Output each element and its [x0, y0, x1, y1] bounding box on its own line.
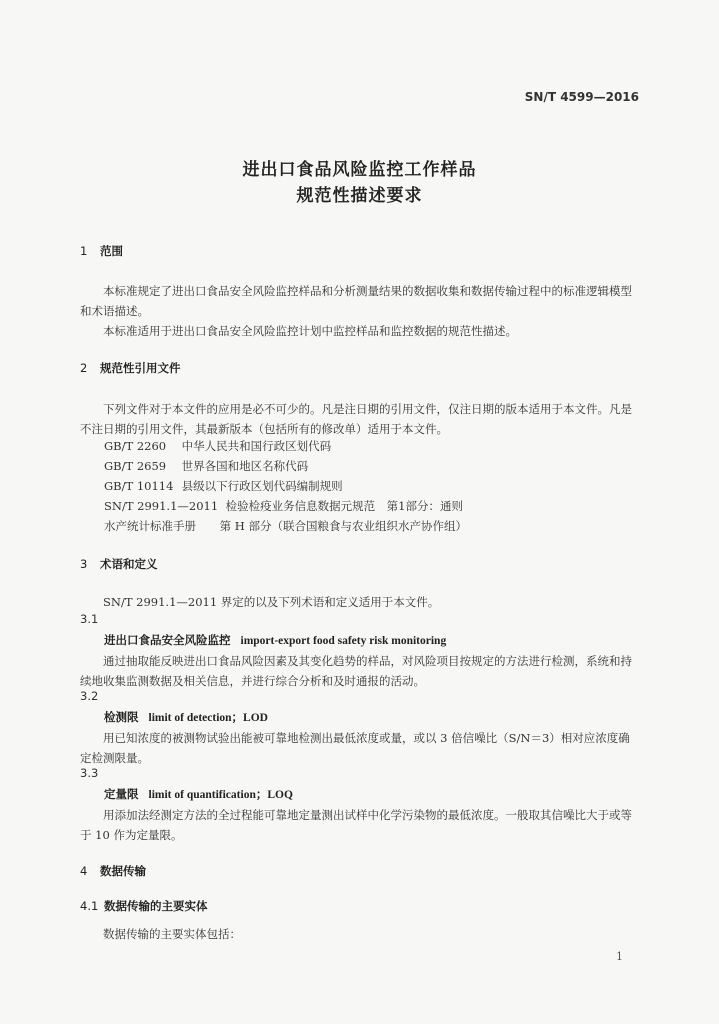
standard-code: SN/T 4599—2016 [524, 90, 639, 104]
term-definition: 用已知浓度的被测物试验出能被可靠地检测出最低浓度或量，或以 3 倍信噪比（S/N＝3）相对应浓度确定检测限量。 [80, 731, 630, 765]
term-number: 3.1 [80, 612, 99, 626]
section-number: 1 [80, 244, 88, 258]
term-heading [104, 786, 293, 802]
document-title-line2: 规范性描述要求 [296, 186, 423, 206]
reference-item [104, 478, 343, 494]
section-3-heading [80, 556, 158, 572]
section-number: 4 [80, 864, 88, 878]
term-heading [104, 709, 268, 725]
document-title-line1: 进出口食品风险监控工作样品 [242, 160, 477, 180]
term-number: 3.3 [80, 766, 99, 780]
section-1-paragraph-2: 本标准适用于进出口食品安全风险监控计划中监控样品和监控数据的规范性描述。 [103, 324, 517, 338]
reference-title: 中华人民共和国行政区划代码 [181, 439, 332, 453]
subsection-title: 数据传输的主要实体 [104, 899, 208, 913]
reference-code: 水产统计标准手册 [104, 519, 196, 533]
subsection-4-1-intro: 数据传输的主要实体包括： [103, 927, 241, 941]
page-number: 1 [616, 950, 623, 963]
section-title: 术语和定义 [100, 557, 158, 571]
term-en: limit of detection；LOD [148, 712, 268, 724]
term-zh: 检测限 [104, 710, 139, 724]
section-2-heading [80, 360, 181, 376]
term-en: limit of quantification；LOQ [148, 789, 293, 801]
reference-item [104, 438, 331, 454]
section-title: 规范性引用文件 [100, 361, 181, 375]
reference-code: GB/T 2659 [104, 459, 167, 473]
section-4-heading [80, 863, 146, 879]
reference-item [104, 498, 463, 514]
reference-title: 世界各国和地区名称代码 [181, 459, 309, 473]
section-1-heading [80, 243, 123, 259]
term-definition: 用添加法经测定方法的全过程能可靠地定量测出试样中化学污染物的最低浓度。一般取其信噪比大于或等于 10 作为定量限。 [80, 808, 632, 842]
section-1-paragraph-1: 本标准规定了进出口食品安全风险监控样品和分析测量结果的数据收集和数据传输过程中的标准逻辑模型和术语描述。 [80, 284, 632, 318]
reference-title: 检验检疫业务信息数据元规范 第1部分：通则 [225, 499, 463, 513]
section-3-intro: SN/T 2991.1—2011 界定的以及下列术语和定义适用于本文件。 [103, 595, 440, 609]
section-title: 数据传输 [100, 864, 146, 878]
term-heading [104, 632, 446, 648]
term-definition: 通过抽取能反映进出口食品风险因素及其变化趋势的样品，对风险项目按规定的方法进行检测，系统和持续地收集监测数据及相关信息，并进行综合分析和及时通报的活动。 [80, 654, 632, 688]
section-title: 范围 [100, 244, 123, 258]
section-number: 3 [80, 557, 88, 571]
term-en: import-export food safety risk monitoring [240, 635, 447, 647]
reference-title: 县级以下行政区划代码编制规则 [181, 479, 343, 493]
term-zh: 进出口食品安全风险监控 [104, 633, 231, 647]
section-2-intro: 下列文件对于本文件的应用是必不可少的。凡是注日期的引用文件，仅注日期的版本适用于本文件。凡是不注日期的引用文件，其最新版本（包括所有的修改单）适用于本文件。 [80, 402, 632, 436]
term-zh: 定量限 [104, 787, 139, 801]
subsection-4-1-heading [80, 898, 208, 914]
reference-code: GB/T 10114 [104, 479, 174, 493]
reference-item [104, 518, 467, 534]
term-number: 3.2 [80, 689, 99, 703]
reference-item [104, 458, 308, 474]
reference-code: GB/T 2260 [104, 439, 167, 453]
subsection-number: 4.1 [80, 899, 99, 913]
section-number: 2 [80, 361, 88, 375]
reference-code: SN/T 2991.1—2011 [104, 499, 219, 513]
reference-title: 第 H 部分（联合国粮食与农业组织水产协作组） [219, 519, 467, 533]
